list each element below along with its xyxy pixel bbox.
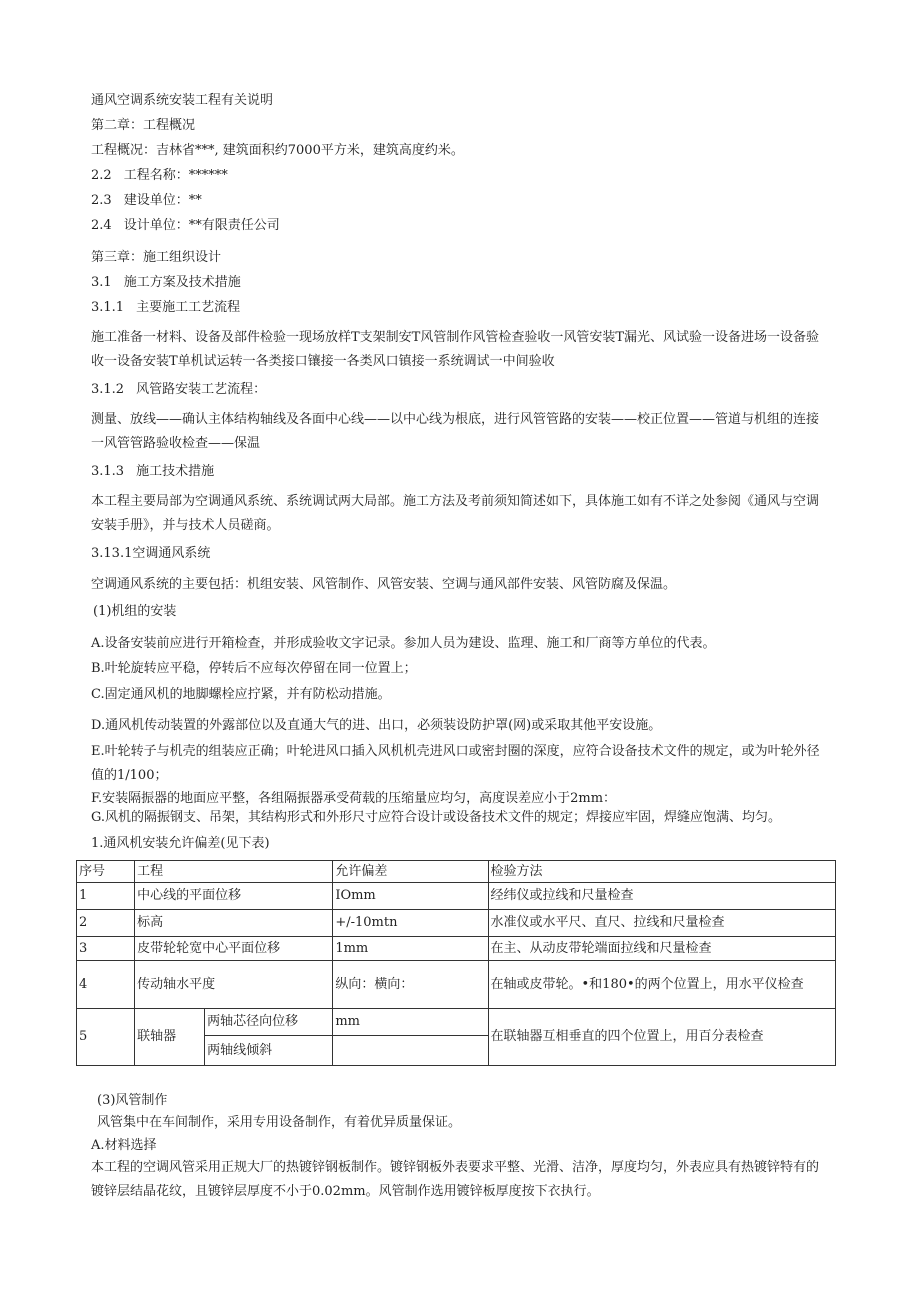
item-2-4 [91,217,280,235]
table-cell: 皮带轮轮宽中心平面位移 [135,937,333,961]
header-cell: 序号 [77,861,135,883]
section-text: 主要施工工艺流程 [136,300,241,315]
section-number: 3.1.2 [91,382,125,397]
item-g: G.风机的隔振钢支、吊架，其结构形式和外形尺寸应符合设计或设备技术文件的规定；焊接应牢固，焊缝应饱满、均匀。 [91,810,782,825]
chapter-2-title: 第二章：工程概况 [91,118,196,133]
material-title: A.材料选择 [91,1138,157,1153]
fan-tolerance-table [76,860,836,1066]
header-cell: 工程 [135,861,333,883]
item-2-3 [91,192,202,210]
section-text: 风管路安装工艺流程： [136,382,267,397]
chapter-3-title: 第三章：施工组织设计 [91,250,222,265]
table-cell: 传动轴水平度 [135,961,333,1009]
table-cell: 4 [77,961,135,1009]
table-cell: 水准仪或水平尺、直尺、拉线和尺量检查 [488,910,836,937]
duct-making-paragraph: 风管集中在车间制作，采用专用设备制作，有着优异质量保证。 [97,1115,462,1130]
section-3-1-1 [91,299,240,317]
table-cell: 5 [77,1009,135,1066]
table-cell: 在联轴器互相垂直的四个位置上，用百分表检查 [488,1009,836,1066]
material-paragraph: 本工程的空调风管采用正规大厂的热镀锌钢板制作。镀锌钢板外表要求平整、光滑、洁净，厚度均匀，外表应具有热镀锌特有的镀锌层结晶花纹，且镀锌层厚度不小于0.02mm。风管制作选用镀锌板厚度按下衣执行。 [91,1160,820,1199]
table-cell: 联轴器 [135,1009,205,1066]
table-cell: 2 [77,910,135,937]
table-cell: 标高 [135,910,333,937]
unit-install-title: (1)机组的安装 [93,604,177,619]
table-row [77,937,836,961]
project-overview: 工程概况：吉林省***, 建筑面积约7000平方米，建筑高度约米。 [91,143,464,158]
section-3-1-2 [91,381,266,399]
table-cell: 在主、从动皮带轮端面拉线和尺量检查 [488,937,836,961]
table-row [77,961,836,1009]
table-row [77,883,836,910]
item-text: 设计单位：**有限责任公司 [123,218,280,233]
item-a: A.设备安装前应进行开箱检查，并形成验收文字记录。参加人员为建设、监理、施工和厂商等方单位的代表。 [91,636,716,651]
duct-flow-paragraph: 测量、放线——确认主体结构轴线及各面中心线——以中心线为根底，进行风管管路的安装——校正位置——管道与机组的连接一风管管路验收检查——保温 [91,412,820,451]
duct-making-title: (3)风管制作 [97,1093,168,1108]
section-number: 3.1 [91,275,112,290]
item-text: 建设单位：** [123,193,202,208]
table-cell: 中心线的平面位移 [135,883,333,910]
section-3-1 [91,274,241,292]
section-3-1-3 [91,463,214,481]
item-text: 工程名称：****** [123,168,228,183]
table-cell: 在轴或皮带轮。•和180•的两个位置上，用水平仪检查 [488,961,836,1009]
item-c: C.固定通风机的地脚螺栓应拧紧，并有防松动措施。 [91,687,391,702]
table-row [77,910,836,937]
table-caption: 1.通风机安装允许偏差(见下表) [91,836,270,851]
section-number: 3.1.3 [91,464,125,479]
table-cell [333,1036,488,1066]
table-cell: 3 [77,937,135,961]
header-cell: 检验方法 [488,861,836,883]
table-cell: 1 [77,883,135,910]
table-subcell: 两轴线倾斜 [205,1036,333,1066]
item-f: F.安装隔振器的地面应平整，各组隔振器承受荷载的压缩量应均匀，高度误差应小于2mm： [91,791,617,806]
item-number: 2.4 [91,218,112,233]
table-row [77,1009,836,1036]
table-cell: mm [333,1009,488,1036]
table-subcell: 两轴芯径向位移 [205,1009,333,1036]
header-cell: 允许偏差 [333,861,488,883]
item-e: E.叶轮转子与机壳的组装应正确；叶轮进风口插入风机机壳进风口或密封圈的深度，应符合设备技术文件的规定，或为叶轮外径值的1/100； [91,744,820,783]
table-cell: 经纬仪或拉线和尺量检查 [488,883,836,910]
table-cell: 1mm [333,937,488,961]
section-3-13-1: 3.13.1空调通风系统 [91,546,211,561]
item-b: B.叶轮旋转应平稳，停转后不应每次停留在同一位置上； [91,661,417,676]
item-number: 2.3 [91,193,112,208]
technical-measures-paragraph: 本工程主要局部为空调通风系统、系统调试两大局部。施工方法及考前须知简述如下，具体施工如有不详之处参阅《通风与空调安装手册》，并与技术人员磋商。 [91,494,820,533]
section-number: 3.1.1 [91,300,125,315]
section-text: 施工技术措施 [136,464,215,479]
table-cell: 纵向：横向： [333,961,488,1009]
item-d: D.通风机传动装置的外露部位以及直通大气的进、出口，必须装设防护罩(网)或采取其他平安设施。 [91,718,662,733]
doc-title: 通风空调系统安装工程有关说明 [91,93,274,108]
item-number: 2.2 [91,168,112,183]
section-text: 施工方案及技术措施 [123,275,241,290]
system-scope-paragraph: 空调通风系统的主要包括：机组安装、风管制作、风管安装、空调与通风部件安装、风管防腐及保温。 [91,577,677,592]
table-header-row [77,861,836,883]
item-2-2 [91,167,228,185]
table-cell: +/-10mtn [333,910,488,937]
table-cell: IOmm [333,883,488,910]
process-flow-paragraph: 施工准备一材料、设备及部件检验一现场放样T支架制安T风管制作风管检查验收一风管安装T漏光、风试验一设备进场一设备验收一设备安装T单机试运转一各类接口镶接一各类风口镇接一系统调试一中间验收 [91,330,820,369]
